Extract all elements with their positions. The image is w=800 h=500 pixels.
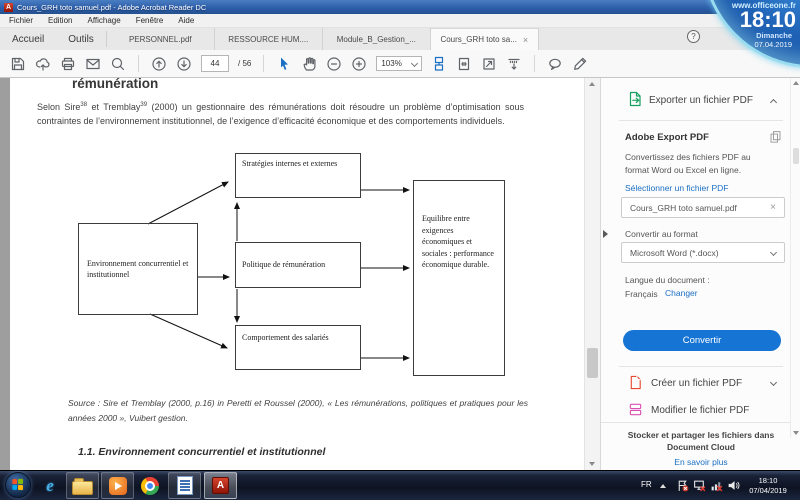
- chrome-icon: [141, 477, 159, 495]
- cloud-upload-icon[interactable]: [35, 56, 51, 72]
- taskbar-chrome[interactable]: [136, 472, 164, 499]
- select-file-link[interactable]: Sélectionner un fichier PDF: [625, 183, 729, 193]
- tray-time: 18:10: [758, 476, 778, 485]
- tabbar: [0, 28, 800, 50]
- diagram-box-strategies: Stratégies internes et externes: [235, 153, 361, 198]
- tray-date: 07/04/2019: [749, 486, 787, 495]
- format-value: Microsoft Word (*.docx): [630, 247, 719, 258]
- taskbar-media-player[interactable]: [101, 472, 134, 499]
- learn-more-link[interactable]: En savoir plus: [674, 457, 728, 467]
- document-scrollbar[interactable]: [584, 78, 600, 470]
- footnote-ref-38: 38: [80, 102, 88, 108]
- doc-subheading-1-1: 1.1. Environnement concurrentiel et institutionnel: [78, 446, 326, 458]
- select-cursor-icon[interactable]: [276, 56, 292, 72]
- doc-paragraph: Selon Sire$^{38}$ et Tremblay$^{39}$ (2000) un gestionnaire des rémunérations doit résoudre un problème d’optimisation sous contraintes de l’environnement institutionnel, de l’exigence d’efficacité économique et des comportements individuels.: [37, 102, 524, 126]
- adobe-export-pdf-title: Adobe Export PDF: [625, 132, 709, 143]
- internet-explorer-icon: e: [46, 475, 54, 495]
- tab-outils[interactable]: Outils: [68, 33, 94, 45]
- windows-logo-icon: [12, 479, 24, 491]
- menu-fichier[interactable]: Fichier: [9, 16, 34, 25]
- tray-action-center-icon[interactable]: [676, 479, 689, 492]
- previous-page-icon[interactable]: [151, 56, 167, 72]
- tab-doc-ressource[interactable]: RESSOURCE HUM....: [215, 28, 323, 50]
- fullscreen-icon[interactable]: [481, 56, 497, 72]
- create-pdf-icon: [628, 375, 643, 390]
- overlay-day: Dimanche: [756, 31, 792, 40]
- tools-sidebar: [600, 78, 800, 470]
- menu-affichage[interactable]: Affichage: [87, 16, 121, 25]
- overlay-website: www.officeone.fr: [731, 1, 796, 10]
- create-pdf-label[interactable]: Créer un fichier PDF: [651, 378, 743, 389]
- overlay-date: 07.04.2019: [754, 40, 792, 49]
- toolbar: [0, 50, 800, 78]
- convert-format-label: Convertir au format: [625, 229, 698, 239]
- document-area: [0, 78, 600, 470]
- chevron-down-icon: [411, 60, 418, 67]
- language-value: Français: [625, 289, 658, 299]
- scrolling-mode-icon[interactable]: [431, 56, 447, 72]
- toolbar-separator: [138, 55, 139, 72]
- edit-pdf-icon: [628, 402, 643, 417]
- presentation-mode-icon[interactable]: [506, 56, 522, 72]
- zoom-level-select[interactable]: [376, 56, 422, 71]
- edit-pdf-label[interactable]: Modifier le fichier PDF: [651, 405, 750, 416]
- doc-source-citation: Source : Sire et Tremblay (2000, p.16) in Peretti et Roussel (2000), « Les rémunérations, politiques et pratiques pour les années 2000 », Vuibert gestion.: [68, 398, 528, 423]
- tab-doc-module-b[interactable]: Module_B_Gestion_...: [323, 28, 431, 50]
- start-button[interactable]: [5, 472, 31, 498]
- selected-file-name: Cours_GRH toto samuel.pdf: [630, 202, 737, 213]
- export-pdf-icon: [627, 91, 643, 107]
- tray-show-hidden-icon[interactable]: [660, 484, 666, 488]
- scroll-down-icon[interactable]: [793, 431, 799, 435]
- tab-doc-cours-grh-label: Cours_GRH toto sa...: [440, 35, 517, 44]
- next-page-icon[interactable]: [176, 56, 192, 72]
- language-change-link[interactable]: Changer: [665, 288, 698, 298]
- diagram-box-environnement: Environnement concurrentiel et institutionnel: [78, 223, 198, 315]
- media-player-icon: [109, 477, 127, 495]
- language-label: Langue du document :: [625, 275, 710, 285]
- window-titlebar[interactable]: [0, 0, 800, 14]
- tray-network-icon[interactable]: [710, 479, 723, 492]
- page-total-label: / 56: [238, 59, 252, 68]
- page-number-input[interactable]: 44: [201, 55, 229, 72]
- copy-pages-icon[interactable]: [769, 130, 782, 143]
- export-description: Convertissez des fichiers PDF au format Word ou Excel en ligne.: [625, 152, 751, 175]
- chevron-up-icon[interactable]: [770, 99, 777, 106]
- close-tab-icon[interactable]: ×: [522, 34, 529, 45]
- sidebar-scrollbar[interactable]: [790, 78, 800, 438]
- taskbar-word-document[interactable]: [168, 472, 201, 499]
- folder-icon: [72, 481, 93, 495]
- footnote-ref-39: 39: [140, 102, 148, 108]
- menu-aide[interactable]: Aide: [178, 16, 195, 25]
- selected-file-field[interactable]: [621, 197, 785, 218]
- comment-icon[interactable]: [547, 56, 563, 72]
- scroll-up-icon[interactable]: [589, 82, 595, 86]
- divider: [619, 366, 783, 367]
- diagram-box-politique: Politique de rémunération: [235, 242, 361, 288]
- zoom-in-icon[interactable]: [351, 56, 367, 72]
- overlay-time: 18:10: [739, 7, 796, 32]
- fit-page-icon[interactable]: [456, 56, 472, 72]
- chevron-down-icon[interactable]: [770, 379, 777, 386]
- toolbar-separator: [263, 55, 264, 72]
- export-panel-label[interactable]: Exporter un fichier PDF: [649, 95, 753, 106]
- word-document-icon: [177, 476, 193, 495]
- tray-volume-icon[interactable]: [727, 479, 740, 492]
- taskbar-explorer[interactable]: [66, 472, 99, 499]
- convert-button[interactable]: Convertir: [623, 330, 781, 351]
- tab-doc-cours-grh-active[interactable]: [431, 28, 539, 50]
- help-icon[interactable]: ?: [687, 30, 700, 43]
- pencil-sign-icon[interactable]: [572, 56, 588, 72]
- menu-edition[interactable]: Edition: [48, 16, 73, 25]
- menu-fenetre[interactable]: Fenêtre: [135, 16, 164, 25]
- save-icon[interactable]: [10, 56, 26, 72]
- scroll-up-icon[interactable]: [793, 81, 799, 85]
- diagram-box-equilibre: Equilibre entre exigences économiques et sociales : performance économique durable.: [413, 180, 505, 376]
- window-title: Cours_GRH toto samuel.pdf - Adobe Acrobat Reader DC: [17, 2, 207, 12]
- tab-accueil[interactable]: Accueil: [12, 33, 45, 45]
- tray-clock[interactable]: [740, 476, 796, 496]
- doc-heading: rémunération: [72, 78, 159, 91]
- scroll-down-icon[interactable]: [589, 462, 595, 466]
- taskbar-internet-explorer[interactable]: [36, 472, 64, 499]
- divider: [619, 120, 783, 121]
- collapse-panel-icon[interactable]: [603, 230, 608, 238]
- diagram-box-comportement: Comportement des salariés: [235, 325, 361, 370]
- scrollbar-thumb[interactable]: [587, 348, 598, 378]
- menubar: [0, 14, 800, 28]
- tab-doc-personnel[interactable]: PERSONNEL.pdf: [107, 28, 215, 50]
- format-dropdown[interactable]: [621, 242, 785, 263]
- clear-file-icon[interactable]: ×: [770, 202, 776, 213]
- tray-language[interactable]: FR: [641, 480, 652, 489]
- search-icon[interactable]: [110, 56, 126, 72]
- zoom-out-icon[interactable]: [326, 56, 342, 72]
- scrollbar-thumb[interactable]: [793, 148, 799, 164]
- print-icon[interactable]: [60, 56, 76, 72]
- tray-display-icon[interactable]: [693, 479, 706, 492]
- zoom-level-value: 103%: [381, 59, 402, 68]
- divider: [601, 422, 800, 423]
- acrobat-app-icon: A: [5, 3, 12, 11]
- pdf-page[interactable]: [10, 78, 584, 470]
- toolbar-separator: [534, 55, 535, 72]
- email-icon[interactable]: [85, 56, 101, 72]
- document-cloud-text: Stocker et partager les fichiers dans Document Cloud: [627, 430, 775, 452]
- taskbar: [0, 470, 800, 500]
- acrobat-icon: A: [212, 477, 229, 494]
- hand-tool-icon[interactable]: [301, 56, 317, 72]
- taskbar-acrobat-active[interactable]: [204, 472, 237, 499]
- chevron-down-icon: [770, 249, 777, 256]
